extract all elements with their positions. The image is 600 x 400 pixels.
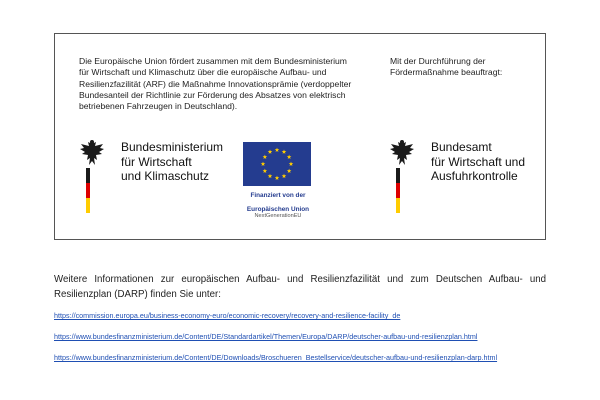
bmwk-name (121, 140, 223, 184)
eu-caption-line3: NextGenerationEU (254, 213, 302, 219)
eu-caption-line2: Europäischen Union (246, 205, 310, 213)
funding-line: Bundesanteil der Richtlinie zur Förderung des Absatzes von elektrisch (79, 89, 346, 100)
bafa-name-line: Bundesamt (431, 140, 492, 154)
eu-star (287, 169, 292, 173)
eu-star (268, 174, 273, 178)
flag-black-stripe (396, 168, 400, 183)
german-flag-bar (86, 168, 90, 213)
eu-funding-logo (243, 142, 313, 220)
flag-gold-stripe (396, 198, 400, 213)
eu-star (275, 148, 280, 152)
flag-red-stripe (86, 183, 90, 198)
eu-caption-line1: Finanziert von der (250, 192, 306, 199)
federal-eagle-icon (389, 138, 415, 168)
execution-line: Fördermaßnahme beauftragt: (390, 67, 503, 78)
funding-line: betriebenen Fahrzeugen in Deutschland). (79, 101, 238, 112)
link-bmf-darp-article[interactable]: https://www.bundesfinanzministerium.de/Content/DE/Standardartikel/Themen/Europa/DARP/deutscher-aufbau-und-resilienzplan.html (54, 332, 478, 341)
bmwk-name-line: und Klimaschutz (121, 169, 210, 183)
eu-flag (243, 142, 311, 186)
flag-gold-stripe (86, 198, 90, 213)
funding-line: Resilienzfazilität (ARF) die Maßnahme Innovationsprämie (verdoppelter (79, 78, 352, 89)
flag-black-stripe (86, 168, 90, 183)
link-bmf-darp-brochure[interactable]: https://www.bundesfinanzministerium.de/Content/DE/Downloads/Broschueren_Bestellservice/deutscher-aufbau-und-resilienzplan-darp.html (54, 353, 498, 362)
bafa-logo (389, 136, 539, 216)
funding-notice-box (54, 33, 546, 240)
eu-star (287, 155, 292, 159)
bmwk-logo (79, 136, 229, 216)
funding-line: Die Europäische Union fördert zusammen mit dem Bundesministerium (79, 56, 347, 66)
execution-line: Mit der Durchführung der (390, 56, 486, 66)
eu-star (282, 174, 287, 178)
execution-statement (390, 56, 540, 79)
eu-star (282, 149, 287, 153)
bmwk-name-line: Bundesministerium (121, 140, 224, 154)
bmwk-name-line: für Wirtschaft (121, 154, 192, 169)
funding-line: für Wirtschaft und Klimaschutz über die europäische Aufbau- und (79, 67, 327, 78)
eu-stars-icon (243, 142, 311, 186)
info-line: Resilienzplan (DARP) finden Sie unter: (54, 289, 221, 300)
eu-star (263, 169, 268, 173)
eu-star (268, 149, 273, 153)
bafa-name (431, 140, 525, 184)
eu-star (275, 176, 280, 180)
link-eu-commission[interactable]: https://commission.europa.eu/business-economy-euro/economic-recovery/recovery-and-resilience-facility_de (54, 311, 401, 320)
german-flag-bar (396, 168, 400, 213)
funding-statement (79, 56, 379, 112)
info-line: Weitere Informationen zur europäischen Aufbau- und Resilienzfazilität und zum Deutschen Aufbau- und (54, 274, 546, 285)
bafa-name-line: für Wirtschaft und (431, 154, 526, 169)
federal-eagle-icon (79, 138, 105, 168)
eu-star (261, 162, 266, 166)
more-info-text (54, 272, 546, 302)
flag-red-stripe (396, 183, 400, 198)
eu-star (263, 155, 268, 159)
eu-star (289, 162, 294, 166)
bafa-name-line: Ausfuhrkontrolle (431, 169, 518, 183)
